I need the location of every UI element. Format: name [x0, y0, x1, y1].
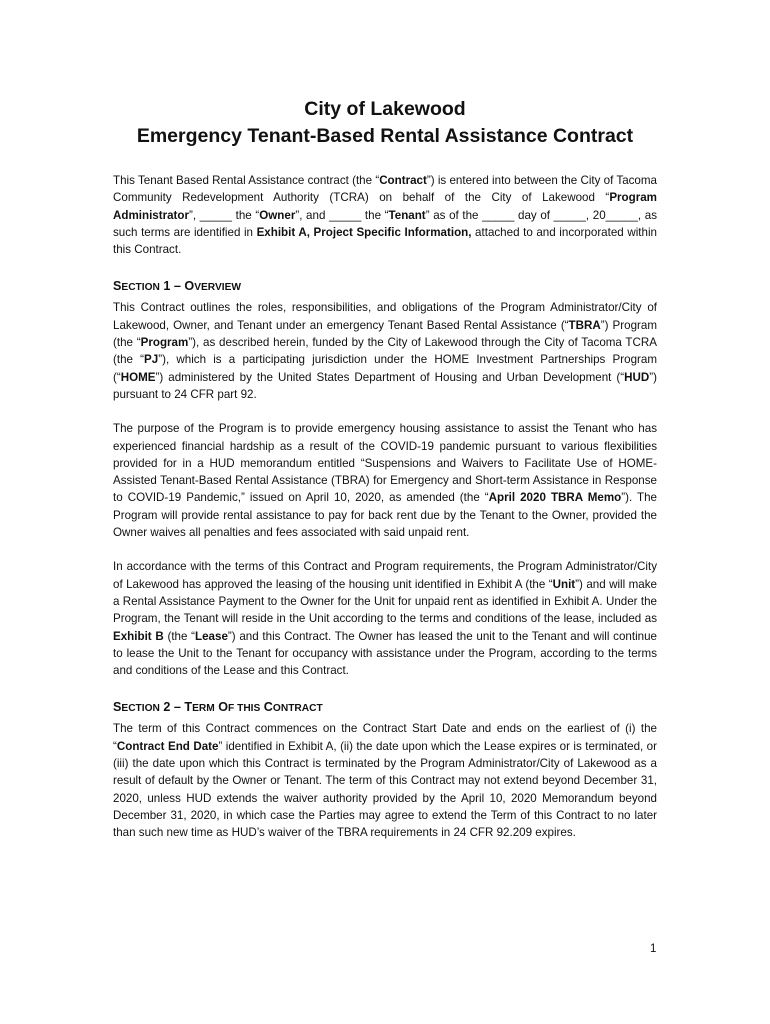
page-number: 1: [650, 943, 657, 955]
section-1-paragraph-3: In accordance with the terms of this Contract and Program requirements, the Program Administrator/City of Lakewood has approved the leasing of the housing unit identified in Exhibit A (the “Unit”) and will make a Rental Assistance Payment to the Owner for the Unit for unpaid rent as identified in Exhibit A. Under the Program, the Tenant will reside in the Unit according to the terms and conditions of the lease, included as Exhibit B (the “Lease”) and this Contract. The Owner has leased the unit to the Tenant and will continue to lease the Unit to the Tenant for occupancy with assistance under the Program, according to the terms and conditions of the Lease and this Contract.: [113, 560, 658, 678]
document-subtitle: Emergency Tenant-Based Rental Assistance Contract: [136, 125, 634, 147]
intro-paragraph: This Tenant Based Rental Assistance contract (the “Contract”) is entered into between the City of Tacoma Community Redevelopment Authority (TCRA) on behalf of the City of Lakewood “Program Administrator”, _____ the “Owner”, and _____ the “Tenant” as of the _____ day of _____, 20_____, as such terms are identified in Exhibit A, Project Specific Information, attached to and incorporated within this Contract.: [113, 174, 658, 257]
section-1-paragraph-1: This Contract outlines the roles, responsibilities, and obligations of the Program Administrator/City of Lakewood, Owner, and Tenant under an emergency Tenant Based Rental Assistance (“TBRA”) Program (the “Program”), as described herein, funded by the City of Lakewood through the City of Tacoma TCRA (the “PJ”), which is a participating jurisdiction under the HOME Investment Partnerships Program (“HOME”) administered by the United States Department of Housing and Urban Development (“HUD”) pursuant to 24 CFR part 92.: [113, 301, 657, 401]
section-1-heading: SECTION 1 – OVERVIEW: [113, 279, 242, 294]
section-2-heading: SECTION 2 – TERM OF THIS CONTRACT: [113, 700, 323, 715]
document-page: [113, 96, 657, 842]
section-2-paragraph-1: The term of this Contract commences on the Contract Start Date and ends on the earliest of (i) the “Contract End Date” identified in Exhibit A, (ii) the date upon which the Lease expires or is terminated, or (iii) the date upon which this Contract is terminated by the Program Administrator/City of Lakewood as a result of default by the Owner or Tenant. The term of this Contract may not extend beyond December 31, 2020, unless HUD extends the waiver authority provided by the April 10, 2020 Memorandum beyond December 31, 2020, in which case the Parties may agree to extend the Term of this Contract to no later than such new time as HUD’s waiver of the TBRA requirements in 24 CFR 92.209 expires.: [113, 722, 657, 840]
section-1-paragraph-2: The purpose of the Program is to provide emergency housing assistance to assist the Tenant who has experienced financial hardship as a result of the COVID-19 pandemic pursuant to various flexibilities provided for in a HUD memorandum entitled “Suspensions and Waivers to Facilitate Use of HOME-Assisted Tenant-Based Rental Assistance (TBRA) for Emergency and Short-term Assistance in Response to COVID-19 Pandemic,” issued on April 10, 2020, as amended (the “April 2020 TBRA Memo”). The Program will provide rental assistance to pay for back rent due by the Tenant to the Owner, provided the Owner waives all penalties and fees associated with said unpaid rent.: [113, 422, 657, 540]
document-title: City of Lakewood: [304, 98, 466, 120]
